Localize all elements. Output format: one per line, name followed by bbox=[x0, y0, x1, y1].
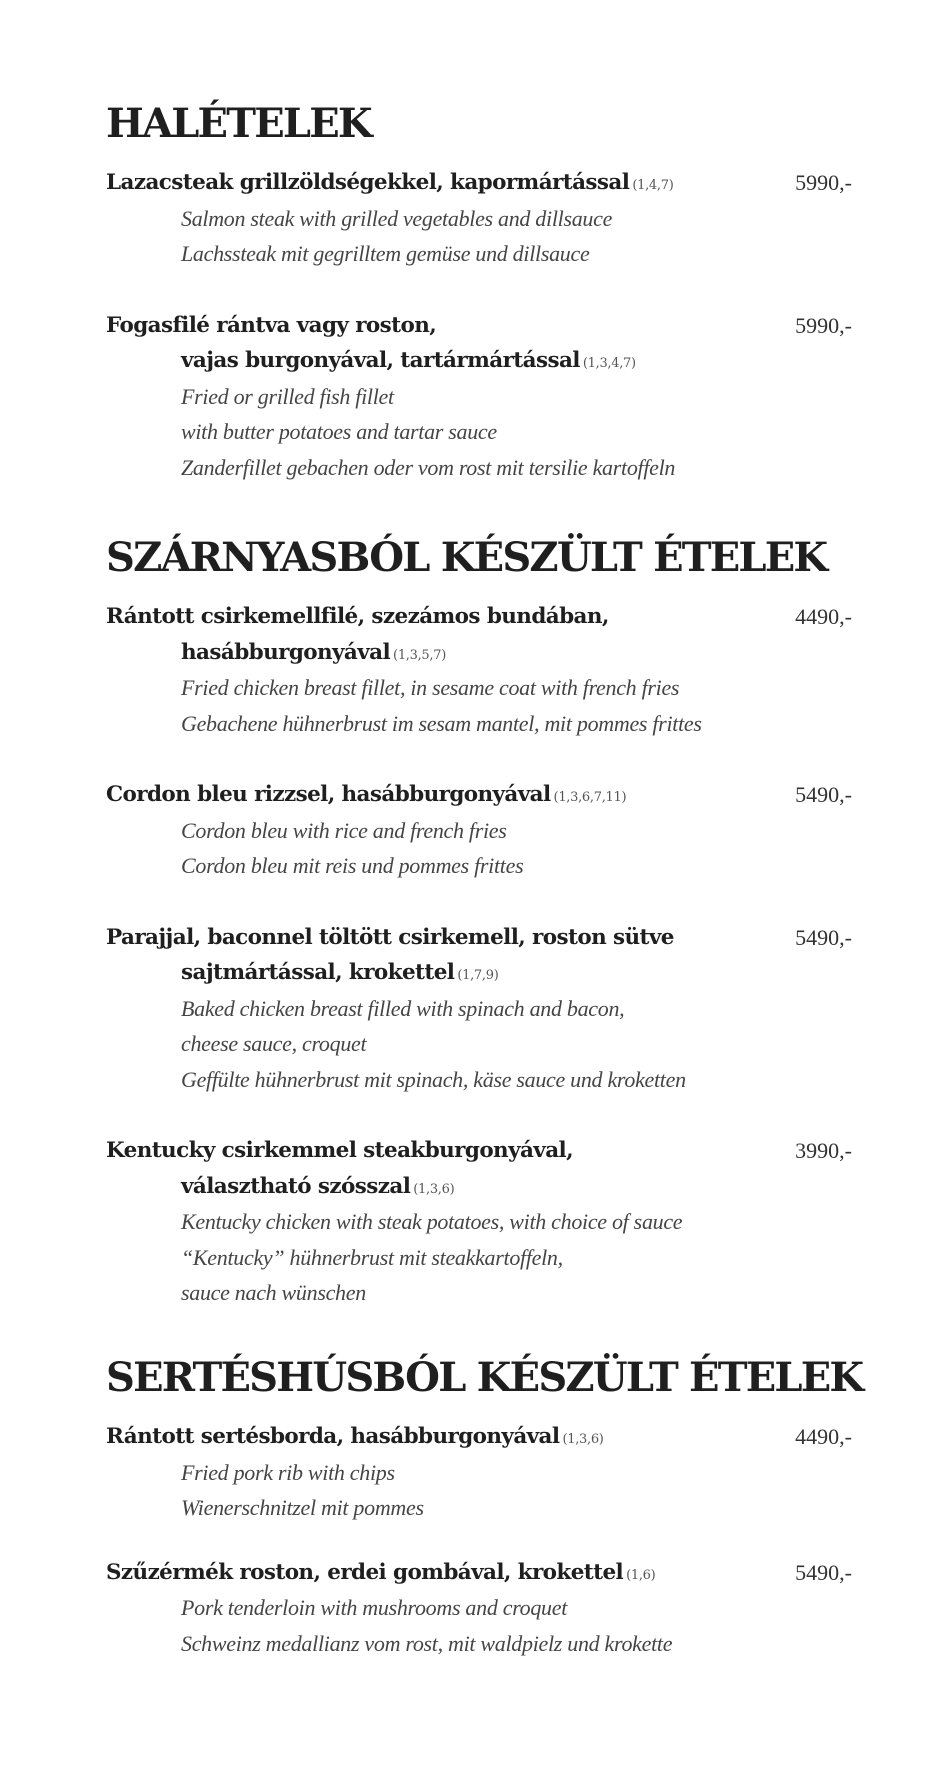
allergen-codes: (1,3,6) bbox=[562, 1432, 604, 1447]
dish-name: Rántott csirkemellfilé, szezámos bundában, bbox=[106, 604, 609, 629]
menu-item bbox=[106, 920, 866, 1098]
dish-price: 4490,- bbox=[795, 1424, 852, 1449]
dish-translation: Pork tenderloin with mushrooms and croquet bbox=[181, 1595, 568, 1620]
section-title: SZÁRNYASBÓL KÉSZÜLT ÉTELEK bbox=[106, 534, 827, 581]
menu-section-fish bbox=[106, 100, 866, 485]
allergen-codes: (1,4,7) bbox=[632, 178, 674, 193]
menu-item bbox=[106, 599, 866, 741]
menu-section-pork bbox=[106, 1354, 866, 1661]
dish-price: 4490,- bbox=[795, 604, 852, 629]
menu-item bbox=[106, 1419, 866, 1526]
dish-translation: Cordon bleu with rice and french fries bbox=[181, 817, 507, 843]
dish-name: Rántott sertésborda, hasábburgonyával bbox=[106, 1424, 560, 1449]
dish-name-continued: választható szósszal bbox=[181, 1173, 411, 1199]
dish-name: Kentucky csirkemmel steakburgonyával, bbox=[106, 1138, 573, 1163]
dish-translation: Lachssteak mit gegrilltem gemüse und dillsauce bbox=[181, 241, 590, 266]
menu-item bbox=[106, 165, 866, 272]
dish-name: Parajjal, baconnel töltött csirkemell, roston sütve bbox=[106, 924, 674, 950]
dish-name: Cordon bleu rizzsel, hasábburgonyával bbox=[106, 782, 551, 807]
section-title: HALÉTELEK bbox=[106, 100, 371, 147]
dish-translation: Geffülte hühnerbrust mit spinach, käse sauce und kroketten bbox=[181, 1066, 686, 1092]
dish-price: 5990,- bbox=[795, 170, 852, 195]
dish-translation: Zanderfillet gebachen oder vom rost mit tersilie kartoffeln bbox=[181, 454, 676, 480]
menu-item bbox=[106, 777, 866, 884]
dish-name-continued: sajtmártással, krokettel bbox=[181, 960, 455, 985]
dish-translation: Fried chicken breast fillet, in sesame coat with french fries bbox=[181, 675, 680, 700]
allergen-codes: (1,6) bbox=[626, 1567, 656, 1583]
dish-translation: Kentucky chicken with steak potatoes, with choice of sauce bbox=[181, 1209, 683, 1234]
menu-item bbox=[106, 308, 866, 486]
dish-translation: sauce nach wünschen bbox=[181, 1280, 366, 1305]
menu-item bbox=[106, 1555, 866, 1662]
dish-name-continued: hasábburgonyával bbox=[181, 639, 391, 665]
dish-translation: Baked chicken breast filled with spinach and bacon, bbox=[181, 995, 625, 1021]
dish-translation: Fried or grilled fish fillet bbox=[181, 383, 394, 409]
dish-translation: Cordon bleu mit reis und pommes frittes bbox=[181, 853, 524, 878]
dish-price: 5990,- bbox=[795, 312, 852, 338]
dish-name: Lazacsteak grillzöldségekkel, kapormártással bbox=[106, 170, 630, 195]
allergen-codes: (1,3,6,7,11) bbox=[553, 790, 627, 805]
dish-translation: cheese sauce, croquet bbox=[181, 1031, 367, 1056]
allergen-codes: (1,3,5,7) bbox=[393, 647, 446, 663]
dish-translation: with butter potatoes and tartar sauce bbox=[181, 419, 497, 444]
allergen-codes: (1,7,9) bbox=[457, 968, 499, 983]
dish-translation: Fried pork rib with chips bbox=[181, 1459, 395, 1485]
dish-translation: Gebachene hühnerbrust im sesam mantel, mit pommes frittes bbox=[181, 710, 702, 736]
dish-price: 5490,- bbox=[795, 924, 852, 950]
dish-price: 3990,- bbox=[795, 1138, 852, 1163]
dish-translation: “Kentucky” hühnerbrust mit steakkartoffeln, bbox=[181, 1244, 563, 1270]
dish-translation: Wienerschnitzel mit pommes bbox=[181, 1495, 424, 1520]
dish-name-continued: vajas burgonyával, tartármártással bbox=[181, 348, 580, 373]
menu-section-poultry bbox=[106, 534, 866, 1311]
allergen-codes: (1,3,6) bbox=[413, 1181, 455, 1197]
dish-price: 5490,- bbox=[795, 1559, 852, 1585]
dish-name: Szűzérmék roston, erdei gombával, krokettel bbox=[106, 1559, 624, 1585]
menu-item bbox=[106, 1133, 866, 1311]
dish-price: 5490,- bbox=[795, 782, 852, 807]
section-title: SERTÉSHÚSBÓL KÉSZÜLT ÉTELEK bbox=[106, 1354, 863, 1401]
dish-translation: Salmon steak with grilled vegetables and dillsauce bbox=[181, 205, 613, 231]
allergen-codes: (1,3,4,7) bbox=[582, 356, 636, 371]
dish-name: Fogasfilé rántva vagy roston, bbox=[106, 312, 437, 338]
dish-translation: Schweinz medallianz vom rost, mit waldpielz und krokette bbox=[181, 1630, 673, 1656]
